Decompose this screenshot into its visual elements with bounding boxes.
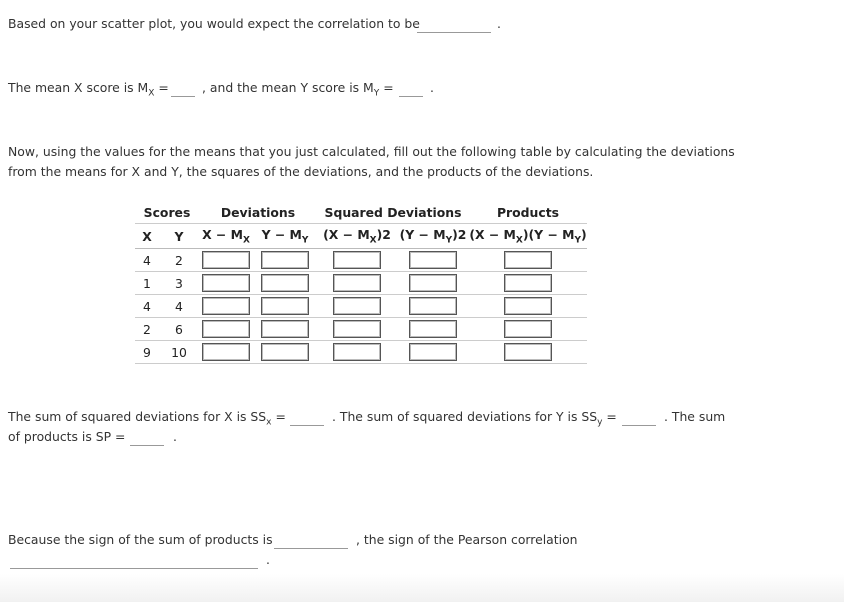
product-input[interactable] <box>504 343 552 361</box>
page-bottom-shadow <box>0 574 844 602</box>
x-squared-deviation-input[interactable] <box>333 251 381 269</box>
table-row <box>135 272 587 295</box>
period: . <box>266 552 270 567</box>
period: . <box>173 429 177 444</box>
header-squared-deviations: Squared Deviations <box>317 201 469 224</box>
ssx-subscript: x <box>266 417 272 428</box>
period: . <box>497 16 501 31</box>
x-deviation-input[interactable] <box>202 274 250 292</box>
score-x: 9 <box>135 341 159 364</box>
question-correlation-text: Based on your scatter plot, you would expect the correlation to be <box>8 16 420 31</box>
score-y: 2 <box>159 249 199 272</box>
equals-sign: = <box>275 409 286 424</box>
x-deviation-input[interactable] <box>202 343 250 361</box>
header-products: Products <box>469 201 587 224</box>
score-x: 4 <box>135 295 159 318</box>
equals-sign: = <box>606 409 617 424</box>
question-means <box>8 80 169 98</box>
x-squared-deviation-input[interactable] <box>333 343 381 361</box>
sum-continuation: . The sum <box>664 409 726 424</box>
y-deviation-input[interactable] <box>261 274 309 292</box>
score-y: 10 <box>159 341 199 364</box>
y-deviation-input[interactable] <box>261 320 309 338</box>
x-squared-deviation-input[interactable] <box>333 274 381 292</box>
instructions-line-2: from the means for X and Y, the squares of the deviations, and the products of the deviations. <box>8 164 594 179</box>
score-x: 4 <box>135 249 159 272</box>
mean-x-blank[interactable] <box>171 82 195 97</box>
y-squared-deviation-input[interactable] <box>409 343 457 361</box>
mean-y-subscript: Y <box>373 88 380 99</box>
period: . <box>430 80 434 95</box>
header-deviations: Deviations <box>199 201 317 224</box>
question-sign: Because the sign of the sum of products is <box>8 532 273 547</box>
y-squared-deviation-input[interactable] <box>409 320 457 338</box>
table-row <box>135 295 587 318</box>
col-y-sq: $(Y - M_Y)2$ <box>397 224 469 249</box>
x-squared-deviation-input[interactable] <box>333 320 381 338</box>
equals-sign: = <box>383 80 394 95</box>
score-y: 4 <box>159 295 199 318</box>
ssy-subscript: y <box>597 417 603 428</box>
score-x: 1 <box>135 272 159 295</box>
question-sums <box>8 409 286 427</box>
col-x: X <box>135 224 159 249</box>
pearson-sign-blank[interactable] <box>10 554 258 569</box>
mean-y-label: , and the mean Y score is M <box>202 80 374 95</box>
mean-x-subscript: X <box>148 88 155 99</box>
y-squared-deviation-input[interactable] <box>409 251 457 269</box>
product-input[interactable] <box>504 274 552 292</box>
score-y: 3 <box>159 272 199 295</box>
y-deviation-input[interactable] <box>261 343 309 361</box>
x-deviation-input[interactable] <box>202 251 250 269</box>
col-y: Y <box>159 224 199 249</box>
ssx-label: The sum of squared deviations for X is SS <box>8 409 267 424</box>
mean-y-blank[interactable] <box>399 82 423 97</box>
col-y-dev: $Y - M_Y$ <box>253 224 317 249</box>
col-x-sq: $(X - M_X)2$ <box>317 224 397 249</box>
x-deviation-input[interactable] <box>202 320 250 338</box>
y-deviation-input[interactable] <box>261 251 309 269</box>
score-y: 6 <box>159 318 199 341</box>
sign-of-sp-blank[interactable] <box>274 534 348 549</box>
ssx-blank[interactable] <box>290 411 324 426</box>
question-sums-part2 <box>332 409 617 427</box>
correlation-answer-blank[interactable] <box>417 18 491 33</box>
y-deviation-input[interactable] <box>261 297 309 315</box>
table-row <box>135 318 587 341</box>
ssy-label: . The sum of squared deviations for Y is SS <box>332 409 598 424</box>
table-row <box>135 341 587 364</box>
y-squared-deviation-input[interactable] <box>409 297 457 315</box>
question-correlation <box>8 16 420 31</box>
ssy-blank[interactable] <box>622 411 656 426</box>
sp-blank[interactable] <box>130 431 164 446</box>
sp-label: of products is SP = <box>8 429 126 444</box>
equals-sign: = <box>158 80 169 95</box>
x-squared-deviation-input[interactable] <box>333 297 381 315</box>
col-x-dev: $X - M_X$ <box>199 224 253 249</box>
col-products: $(X - M_X)(Y - M_Y)$ <box>469 224 587 249</box>
x-deviation-input[interactable] <box>202 297 250 315</box>
product-input[interactable] <box>504 320 552 338</box>
header-scores: Scores <box>135 201 199 224</box>
mean-x-label: The mean X score is M <box>8 80 149 95</box>
instructions <box>8 142 735 182</box>
score-x: 2 <box>135 318 159 341</box>
question-sign-part2: , the sign of the Pearson correlation <box>356 532 578 547</box>
question-means-part2 <box>202 80 394 98</box>
product-input[interactable] <box>504 251 552 269</box>
y-squared-deviation-input[interactable] <box>409 274 457 292</box>
table-row <box>135 249 587 272</box>
product-input[interactable] <box>504 297 552 315</box>
deviations-table <box>135 201 587 364</box>
instructions-line-1: Now, using the values for the means that you just calculated, fill out the following table by calculating the deviations <box>8 144 735 159</box>
